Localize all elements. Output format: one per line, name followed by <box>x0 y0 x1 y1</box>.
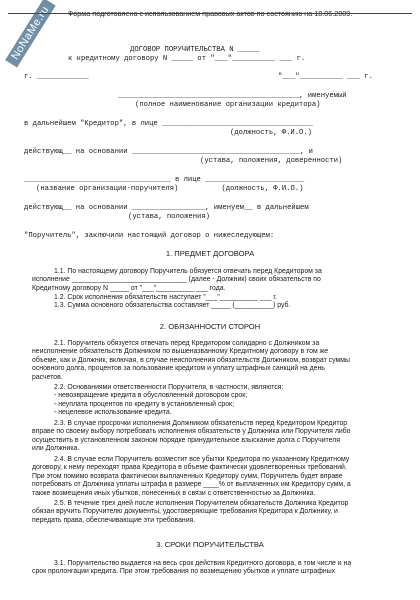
clause-line: обязан вручить Поручителю документы, удостоверяющие требования Кредитора к Должнику, и <box>32 508 338 516</box>
clause-line: 1.3. Сумма основного обязательства составляет _____ (__________) руб. <box>54 302 291 309</box>
party-line-2: в дальнейшем "Кредитор", в лице ___________________________________ <box>24 120 313 128</box>
party-note-1: (полное наименование организации кредитора) <box>135 101 321 109</box>
clause-line: При этом помимо возврата фактически выплаченных Кредитору сумм, Поручитель будет вправе <box>32 472 343 480</box>
clause-line: - невозвращение кредита в обусловленный договором срок; <box>54 392 248 400</box>
section-heading-3: 3. СРОКИ ПОРУЧИТЕЛЬСТВА <box>156 540 264 549</box>
clause-line: - неуплата процентов по кредиту в установленный срок; <box>54 400 234 408</box>
party-line-6: "Поручитель", заключили настоящий договор о нижеследующем: <box>24 232 275 240</box>
party-note-2: (должность, Ф.И.О.) <box>230 129 312 137</box>
clause-line: потребовать от Должника уплаты штрафа в размере ____% от выплаченных им Кредитору сумм, а <box>32 481 351 489</box>
clause-line: Кредитному договору N _____ от "___"__________ ___ года. <box>32 284 226 292</box>
party-line-5: действующ__ на основании _________________, именуем__ в дальнейшем <box>24 204 309 212</box>
clause-line: срок пролонгации кредита. При этом требования по возмещению убытков и уплате штрафных <box>32 568 336 576</box>
party-line-4: __________________________________ в лице _______________________ <box>24 176 305 184</box>
section-heading-2: 2. ОБЯЗАННОСТИ СТОРОН <box>159 322 261 331</box>
party-line-1: __________________________________________, именуемый <box>118 92 347 100</box>
clause-line: также возмещения иных убытков, понесенных в связи с ответственностью за Должника. <box>32 489 316 497</box>
party-line-3: действующ__ на основании _______________________________________, и <box>24 148 313 156</box>
clause-line: 2.5. В течение трех дней после исполнения Поручителем обязательств Должника Кредитор <box>54 500 349 507</box>
date-field: "___"__________ ___ г. <box>278 73 373 81</box>
clause-line: - нецелевое использование кредита. <box>54 409 172 417</box>
contract-title: ДОГОВОР ПОРУЧИТЕЛЬСТВА N _____ <box>130 46 260 54</box>
clause-line: 1.1. По настоящему договору Поручитель обязуется отвечать перед Кредитором за <box>54 268 322 275</box>
watermark-badge: NoNaMe.ru <box>5 0 55 68</box>
clause-2-4 <box>32 456 412 498</box>
clause-2-1 <box>32 340 412 382</box>
clause-2-5 <box>32 500 412 525</box>
header-divider <box>8 13 412 14</box>
clause-line: неисполнение обязательств Должником по вышеназванному Кредитному договору в том же <box>32 348 329 356</box>
clause-line: 2.4. В случае если Поручитель возместит все убытки Кредитора по указанному Кредитному <box>54 456 350 463</box>
party-note-5: (устава, положения) <box>128 213 210 221</box>
clause-line: 2.1. Поручитель обязуется отвечать перед Кредитором солидарно с Должником за <box>54 340 320 347</box>
clause-line: объеме, как и Должник, включая, в случае неисполнения обязательств Должником, возврат суммы <box>32 356 350 364</box>
clause-line: или Должника. <box>32 445 80 453</box>
clause-line: исполнение ______________________________ (далее - Должник) своих обязательств по <box>32 276 321 284</box>
clause-1-1 <box>32 268 412 293</box>
legal-notice-text: Форма подготовлена с использованием правовых актов по состоянию на 18.06.2009. <box>67 9 353 18</box>
party-note-4: (название организации-поручителя) (должность, Ф.И.О.) <box>36 185 304 193</box>
clause-line: договору, к нему переходят права Кредитора в объеме фактически удовлетворенных требований. <box>32 464 347 472</box>
section-heading-1: 1. ПРЕДМЕТ ДОГОВОРА <box>165 249 255 258</box>
clause-2-3 <box>32 420 412 454</box>
clause-line: 1.2. Срок исполнения обязательств наступает "___"__________ ___ г. <box>54 294 277 301</box>
clause-line: основного долга, процентов за пользование кредитом и уплату штрафных санкций на день <box>32 365 325 373</box>
clause-line: 2.3. В случае просрочки исполнения Должником обязательств перед Кредитором Кредитор <box>54 420 348 427</box>
clause-line: расчетов. <box>32 373 63 381</box>
contract-subtitle: к кредитному договору N _____ от "___"__________ ___ г. <box>68 55 306 63</box>
clause-line: 3.1. Поручительство выдается на весь срок действия Кредитного договора, в том числе и на <box>54 560 352 567</box>
clause-1-3 <box>32 302 412 310</box>
city-field: г. ____________ <box>24 73 89 81</box>
legal-notice <box>10 3 410 21</box>
clause-3-1 <box>32 560 412 577</box>
clause-line: 2.2. Основаниями ответственности Поручителя, в частности, являются: <box>54 384 284 391</box>
clause-line: осуществить в установленном законом порядке принудительное взыскание долга с Поручителя <box>32 436 340 444</box>
clause-line: передать права, обеспечивающие эти требования. <box>32 516 196 524</box>
party-note-3: (устава, положения, доверенности) <box>200 157 343 165</box>
clause-line: вправе по своему выбору потребовать исполнения обязательств у Должника или Поручителя либо <box>32 428 351 436</box>
clause-2-2 <box>32 384 412 418</box>
